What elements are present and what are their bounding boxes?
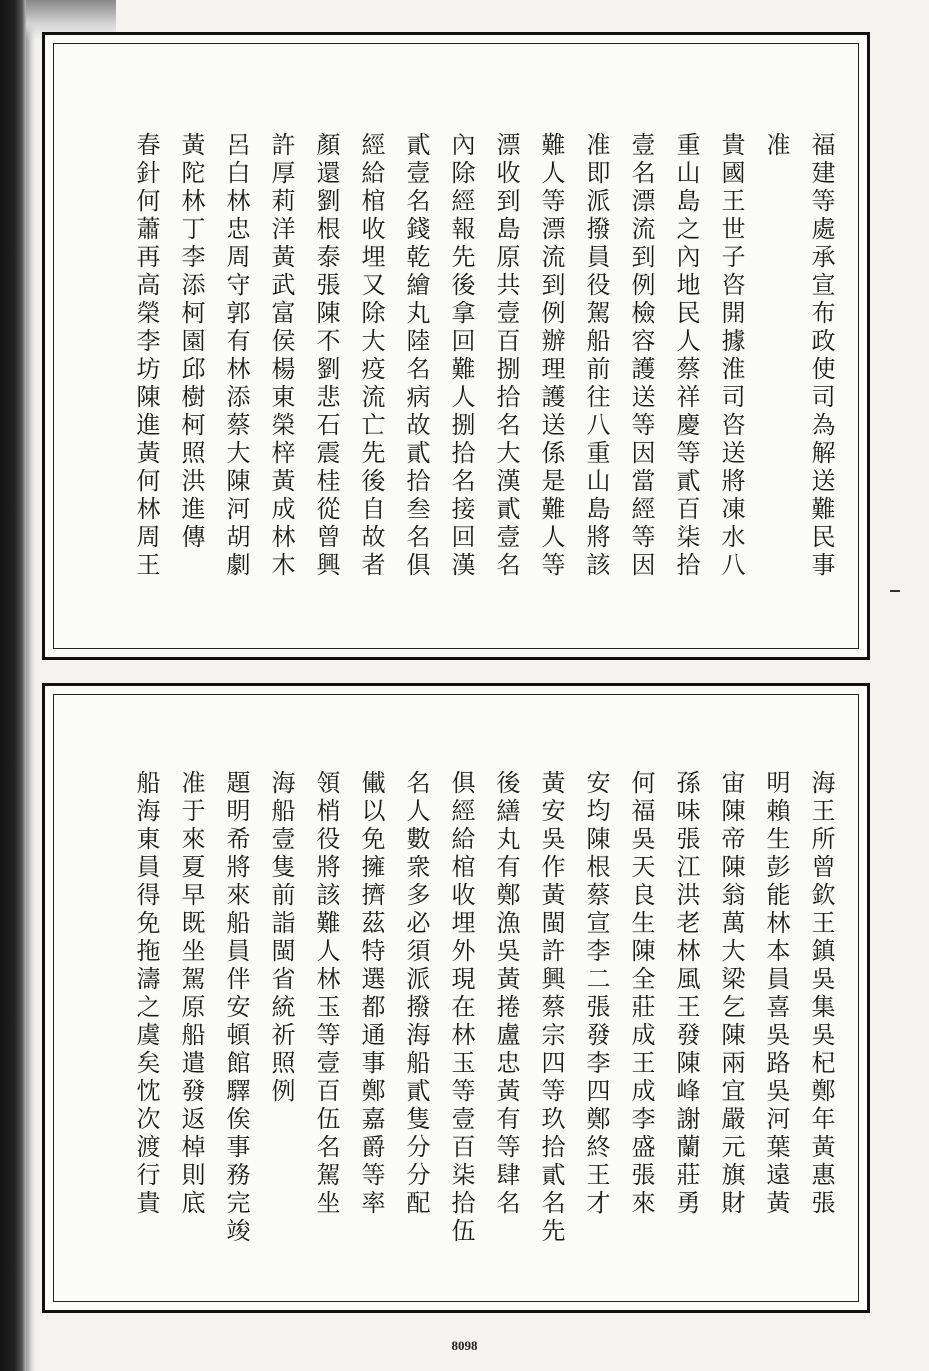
text-column: 船海東員得免拖濤之虞矣忱次渡行貴 (132, 770, 160, 1218)
text-column: 准于來夏早既坐駕原船遣發返棹則底 (177, 770, 205, 1218)
text-column: 春針何蕭再高榮李坊陳進黃何林周王 (132, 132, 160, 580)
text-column: 領梢役將該難人林玉等壹百伍名駕坐 (312, 770, 340, 1218)
text-column: 內除經報先後拿回難人捌拾名接回漢 (447, 132, 475, 580)
text-column: 許厚莉洋黃武富侯楊東榮梓黃成林木 (267, 132, 295, 580)
text-column: 重山島之內地民人蔡祥慶等貳百柒拾 (672, 132, 700, 580)
text-column: 黃陀林丁李添柯園邱樹柯照洪進傳 (177, 132, 205, 552)
book-binding-edge (26, 0, 36, 1371)
text-column: 儎以免擁擠茲特選都通事鄭嘉爵等率 (357, 770, 385, 1218)
text-column: 難人等漂流到例辦理護送係是難人等 (537, 132, 565, 580)
text-column: 呂白林忠周守郭有林添蔡大陳河胡劇 (222, 132, 250, 580)
text-column: 題明希將來船員伴安頓館驛俟事務完竣 (222, 770, 250, 1246)
text-column: 經給棺收埋又除大疫流亡先後自故者 (357, 132, 385, 580)
text-column: 貳壹名錢乾繪丸陸名病故貳拾叁名俱 (402, 132, 430, 580)
text-column: 孫味張江洪老林風王發陳峰謝蘭莊勇 (672, 770, 700, 1218)
text-column: 明賴生彭能林本員喜吳路吳河葉遠黃 (762, 770, 790, 1218)
margin-mark (890, 590, 900, 592)
text-column: 福建等處承宣布政使司為解送難民事 (807, 132, 835, 580)
book-binding-shadow (0, 0, 26, 1371)
text-column: 黃安吳作黃閩許興蔡宗四等玖拾貳名先 (537, 770, 565, 1246)
manuscript-panel-bottom (42, 683, 870, 1313)
text-column: 宙陳帝陳翁萬大梁乞陳兩宜嚴元旗財 (717, 770, 745, 1218)
text-column: 准 (762, 132, 790, 160)
manuscript-panel-top-inner-frame (53, 43, 859, 649)
text-column: 貴國王世子咨開據淮司咨送將凍水八 (717, 132, 745, 580)
text-column: 後繕丸有鄭漁吳黃捲盧忠黃有等肆名 (492, 770, 520, 1218)
text-column: 俱經給棺收埋外現在林玉等壹百柒拾伍 (447, 770, 475, 1246)
text-column: 何福吳天良生陳全莊成王成李盛張來 (627, 770, 655, 1218)
text-column: 顏還劉根泰張陳不劉悲石震桂從曾興 (312, 132, 340, 580)
text-column: 安均陳根蔡宣李二張發李四鄭終王才 (582, 770, 610, 1218)
text-column: 海船壹隻前詣閩省統祈照例 (267, 770, 295, 1106)
text-column: 海王所曾欽王鎮吳集吳杞鄭年黃惠張 (807, 770, 835, 1218)
page-number: 8098 (451, 1338, 478, 1353)
text-column: 漂收到島原共壹百捌拾名大漢貳壹名 (492, 132, 520, 580)
text-column: 壹名漂流到例檢容護送等因當經等因 (627, 132, 655, 580)
manuscript-panel-bottom-inner-frame (53, 694, 859, 1302)
manuscript-panel-top (42, 32, 870, 660)
text-column: 准即派撥員役駕船前往八重山島將該 (582, 132, 610, 580)
text-column: 名人數衆多必須派撥海船貳隻分分配 (402, 770, 430, 1218)
